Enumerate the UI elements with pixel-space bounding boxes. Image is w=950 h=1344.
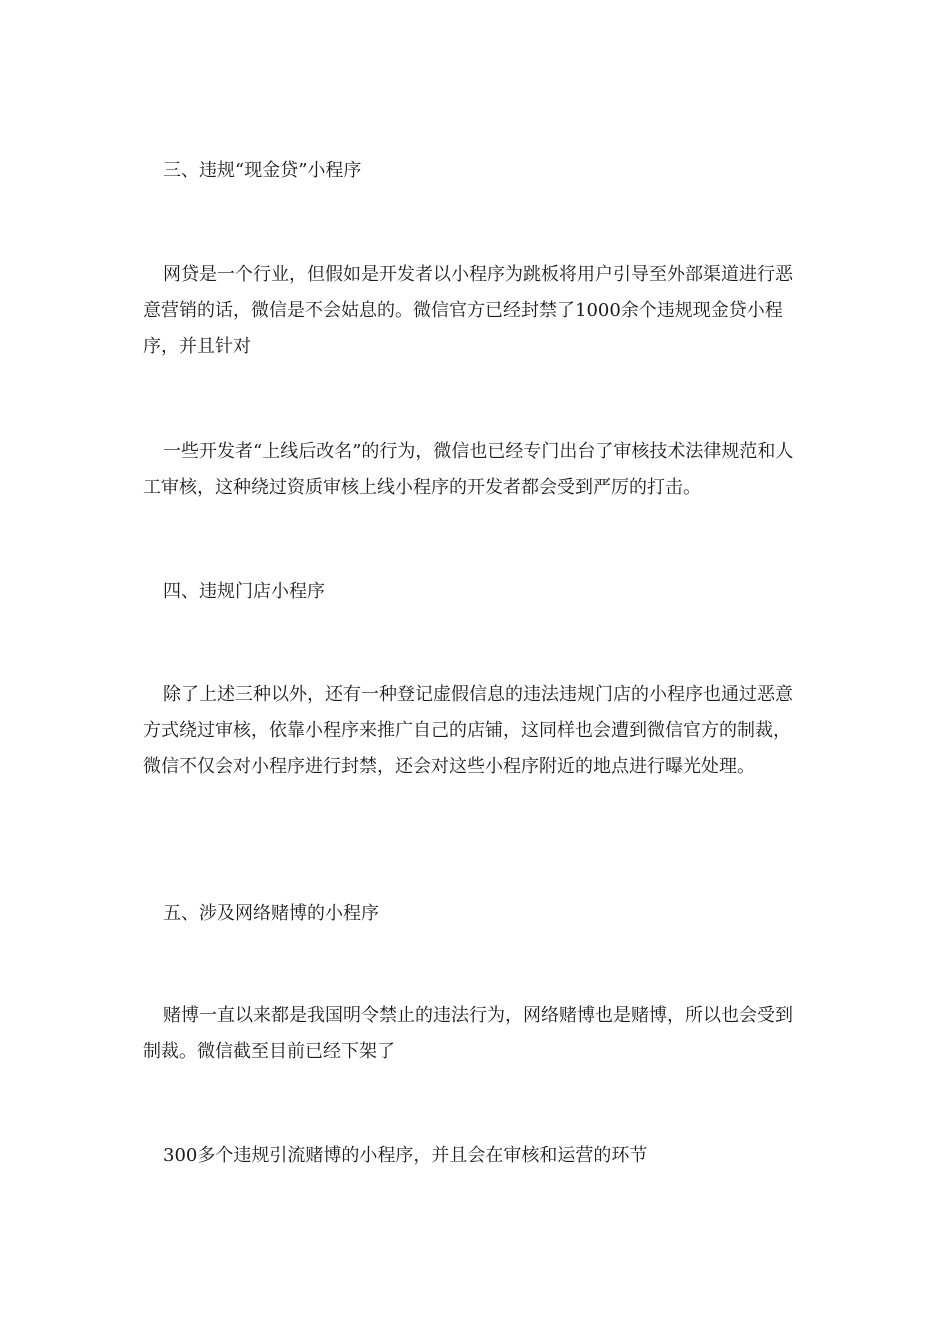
section-4-paragraph-1: 除了上述三种以外，还有一种登记虚假信息的违法违规门店的小程序也通过恶意方式绕过审核，依靠小程序来推广自己的店铺，这同样也会遭到微信官方的制裁，微信不仅会对小程序进行封禁，还会对这些小程序附近的地点进行曝光处理。	[143, 684, 793, 777]
section-5-heading: 五、涉及网络赌博的小程序	[163, 903, 379, 924]
section-3-paragraph-1: 网贷是一个行业，但假如是开发者以小程序为跳板将用户引导至外部渠道进行恶意营销的话，微信是不会姑息的。微信官方已经封禁了1000余个违规现金贷小程序，并且针对	[143, 264, 793, 357]
section-3-paragraph-2: 一些开发者“上线后改名”的行为，微信也已经专门出台了审核技术法律规范和人工审核，这种绕过资质审核上线小程序的开发者都会受到严厉的打击。	[143, 441, 794, 498]
section-3-heading: 三、违规“现金贷”小程序	[163, 160, 362, 181]
section-4-heading: 四、违规门店小程序	[163, 581, 325, 602]
section-5-paragraph-2: 300多个违规引流赌博的小程序，并且会在审核和运营的环节	[163, 1145, 648, 1166]
section-5-paragraph-1: 赌博一直以来都是我国明令禁止的违法行为，网络赌博也是赌博，所以也会受到制裁。微信截至目前已经下架了	[143, 1005, 793, 1062]
